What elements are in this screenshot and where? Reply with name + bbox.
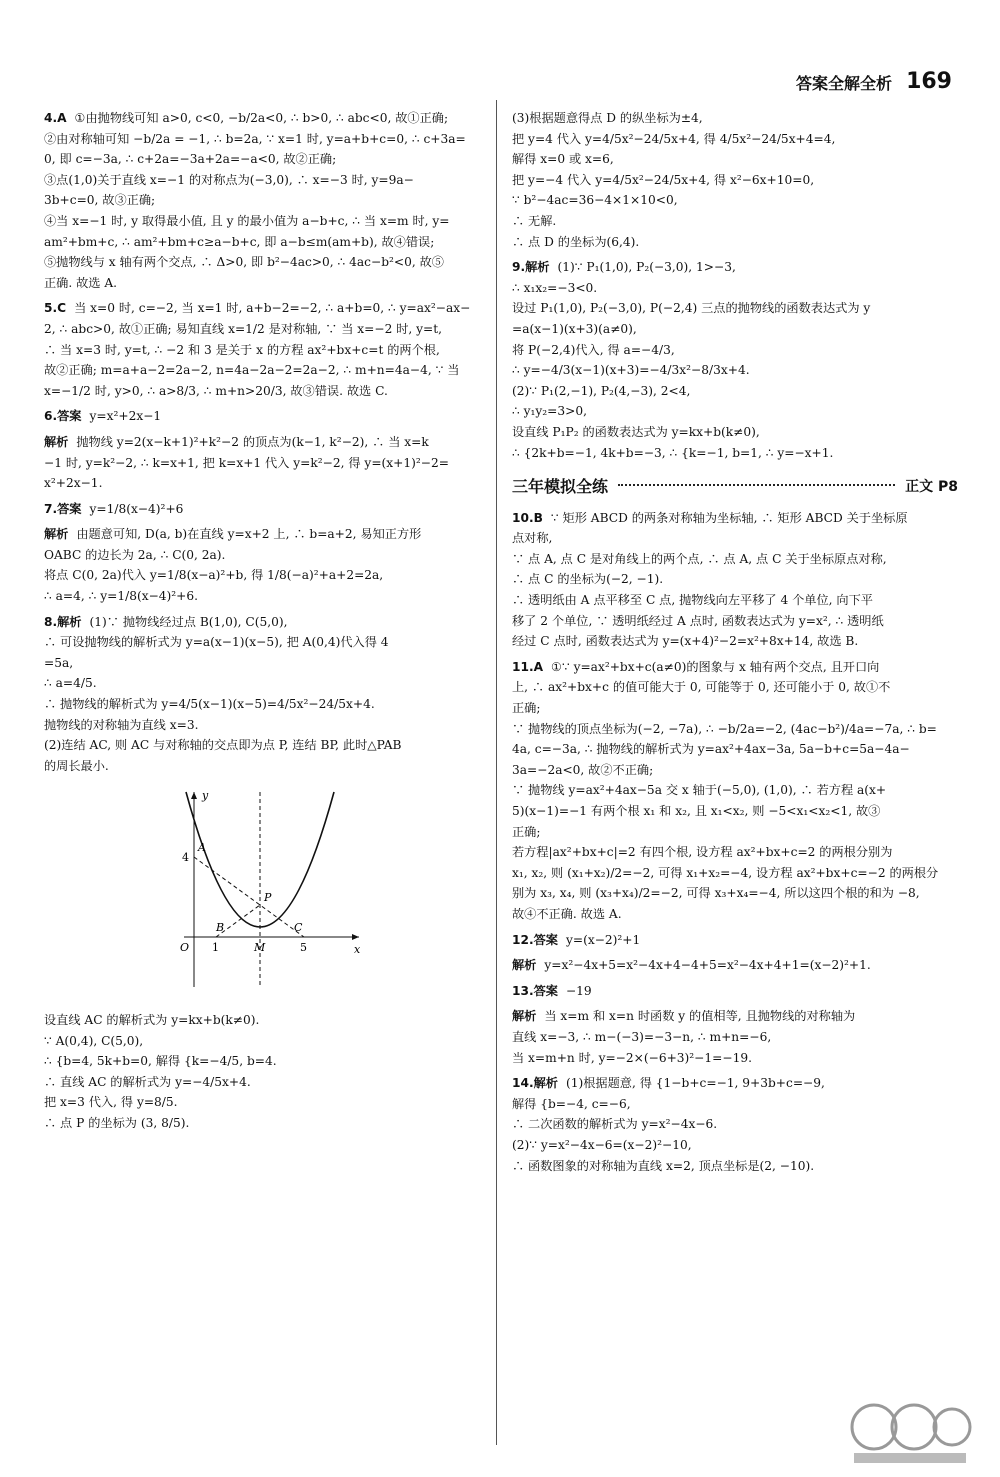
line-text: ⑤抛物线与 x 轴有两个交点, ∴ Δ>0, 即 b²−4ac>0, ∴ 4ac−b²<0, 故⑤: [44, 255, 444, 270]
line-text: ∴ {b=4, 5k+b=0, 解得 {k=−4/5, b=4.: [44, 1054, 277, 1069]
point-p-label: P: [264, 891, 272, 905]
line-text: 由题意可知, D(a, b)在直线 y=x+2 上, ∴ b=a+2, 易知正方形: [76, 527, 422, 542]
solution-line: [512, 443, 958, 464]
line-text: ∴ a=4, ∴ y=1/8(x−4)²+6.: [44, 589, 199, 604]
solution-line: [44, 406, 484, 427]
line-text: ∴ 抛物线的解析式为 y=4/5(x−1)(x−5)=4/5x²−24/5x+4.: [44, 697, 375, 712]
left-column: [44, 108, 484, 1139]
line-text: 把 x=3 代入, 得 y=8/5.: [44, 1095, 178, 1110]
solution-line: [512, 190, 958, 211]
line-text: ∴ 当 x=3 时, y=t, ∴ −2 和 3 是关于 x 的方程 ax²+bx+c=t 的两个根,: [44, 342, 440, 357]
solution-item: [512, 108, 958, 252]
tick-5: 5: [300, 941, 307, 955]
solution-line: [44, 273, 484, 294]
line-text: x²+2x−1.: [44, 476, 103, 491]
segment-ac: [194, 857, 304, 937]
right-column: [512, 108, 958, 1181]
line-text: ∴ y=−4/3(x−1)(x+3)=−4/3x²−8/3x+4.: [512, 363, 750, 378]
line-text: (1)∵ 抛物线经过点 B(1,0), C(5,0),: [89, 614, 288, 629]
x-axis-arrow: [352, 934, 359, 940]
solution-line: [512, 719, 958, 740]
solution-line: [512, 549, 958, 570]
item-label: 9.解析: [512, 260, 550, 275]
item-label: 解析: [44, 434, 69, 449]
tick-1: 1: [212, 941, 219, 955]
solution-line: [512, 1048, 958, 1069]
solution-line: [512, 904, 958, 925]
line-text: 点对称,: [512, 531, 553, 546]
item-label: 14.解析: [512, 1076, 558, 1091]
solution-line: [44, 1051, 484, 1072]
solution-line: [512, 698, 958, 719]
solution-line: [44, 108, 484, 129]
line-text: 解得 x=0 或 x=6,: [512, 152, 614, 167]
line-text: 4a, c=−3a, ∴ 抛物线的解析式为 y=ax²+4ax−3a, 5a−b+c=5a−4a−: [512, 742, 910, 757]
line-text: ∵ b²−4ac=36−4×1×10<0,: [512, 193, 678, 208]
solution-line: [44, 340, 484, 361]
line-text: 移了 2 个单位, ∵ 透明纸经过 A 点时, 函数表达式为 y=x², ∴ 透明纸: [512, 613, 884, 628]
line-text: 5)(x−1)=−1 有两个根 x₁ 和 x₂, 且 x₁<x₂, 则 −5<x₁<x₂<1, 故③: [512, 804, 881, 818]
solution-line: [44, 1031, 484, 1052]
section-header: [512, 477, 958, 498]
solution-line: [44, 612, 484, 633]
line-text: 正确. 故选 A.: [44, 275, 118, 290]
line-text: ③点(1,0)关于直线 x=−1 的对称点为(−3,0), ∴ x=−3 时, y=9a−: [44, 172, 414, 187]
item-label: 13.答案: [512, 983, 558, 998]
solution-line: [44, 1092, 484, 1113]
parabola-graph: [164, 787, 364, 997]
solution-line: [512, 611, 958, 632]
solution-line: [44, 499, 484, 520]
solution-line: [512, 528, 958, 549]
line-text: 正确;: [512, 701, 541, 716]
solution-line: [512, 1094, 958, 1115]
solution-line: [44, 149, 484, 170]
line-text: (2)∵ y=x²−4x−6=(x−2)²−10,: [512, 1137, 692, 1152]
solution-item: [512, 657, 958, 925]
solution-line: [512, 1027, 958, 1048]
item-label: 解析: [512, 1009, 537, 1024]
line-text: ①∵ y=ax²+bx+c(a≠0)的图象与 x 轴有两个交点, 且开口向: [551, 659, 880, 674]
point-m-label: M: [254, 941, 266, 955]
line-text: ∴ 直线 AC 的解析式为 y=−4/5x+4.: [44, 1074, 251, 1089]
origin-label: O: [180, 941, 190, 955]
item-label: 8.解析: [44, 614, 82, 629]
solution-line: [44, 381, 484, 402]
line-text: ∵ 点 A, 点 C 是对角线上的两个点, ∴ 点 A, 点 C 关于坐标原点对称,: [512, 551, 887, 566]
line-text: 当 x=0 时, c=−2, 当 x=1 时, a+b−2=−2, ∴ a+b=0, ∴ y=ax²−ax−: [74, 301, 471, 316]
line-text: ∵ 矩形 ABCD 的两条对称轴为坐标轴, ∴ 矩形 ABCD 关于坐标原: [550, 510, 908, 525]
solution-item: [512, 1006, 958, 1068]
solution-item: [512, 930, 958, 951]
solution-line: [512, 108, 958, 129]
page-number: 169: [906, 69, 952, 94]
solution-line: [44, 524, 484, 545]
solution-line: [512, 883, 958, 904]
line-text: 当 x=m+n 时, y=−2×(−6+3)²−1=−19.: [512, 1050, 752, 1065]
line-text: 2, ∴ abc>0, 故①正确; 易知直线 x=1/2 是对称轴, ∵ 当 x=−2 时, y=t,: [44, 321, 443, 336]
line-text: x=−1/2 时, y>0, ∴ a>8/3, ∴ m+n>20/3, 故③错误. 故选 C.: [44, 383, 388, 398]
solution-line: [512, 842, 958, 863]
line-text: (2)∵ P₁(2,−1), P₂(4,−3), 2<4,: [512, 383, 691, 398]
solution-item: [44, 108, 484, 293]
line-text: ∴ 透明纸由 A 点平移至 C 点, 抛物线向左平移了 4 个单位, 向下平: [512, 593, 873, 608]
solution-item: [512, 981, 958, 1002]
line-text: 设直线 AC 的解析式为 y=kx+b(k≠0).: [44, 1013, 260, 1027]
solution-line: [512, 657, 958, 678]
solution-item: [44, 524, 484, 606]
solution-line: [44, 319, 484, 340]
line-text: y=x²+2x−1: [89, 409, 162, 424]
item-label: 10.B: [512, 510, 543, 525]
solution-line: [512, 955, 958, 976]
solution-item: [44, 298, 484, 401]
line-text: ∴ x₁x₂=−3<0.: [512, 280, 598, 295]
solution-line: [512, 211, 958, 232]
solution-line: [512, 381, 958, 402]
line-text: 将点 C(0, 2a)代入 y=1/8(x−a)²+b, 得 1/8(−a)²+a+2=2a,: [44, 568, 384, 583]
line-text: ∴ 点 D 的坐标为(6,4).: [512, 234, 640, 249]
item-label: 4.A: [44, 111, 67, 125]
solution-line: [44, 632, 484, 653]
solution-line: [512, 801, 958, 822]
solution-line: [512, 1073, 958, 1094]
line-text: 上, ∴ ax²+bx+c 的值可能大于 0, 可能等于 0, 还可能小于 0, 故①不: [512, 680, 891, 695]
solution-line: [512, 1135, 958, 1156]
line-text: ∵ 抛物线的顶点坐标为(−2, −7a), ∴ −b/2a=−2, (4ac−b²)/4a=−7a, ∴ b=: [512, 721, 937, 736]
solution-line: [512, 677, 958, 698]
solution-line: [44, 735, 484, 756]
solution-line: [512, 981, 958, 1002]
solution-line: [512, 422, 958, 443]
solution-line: [44, 232, 484, 253]
solution-item: [512, 955, 958, 976]
line-text: =a(x−1)(x+3)(a≠0),: [512, 321, 637, 336]
line-text: ∵ A(0,4), C(5,0),: [44, 1033, 144, 1048]
line-text: 把 y=−4 代入 y=4/5x²−24/5x+4, 得 x²−6x+10=0,: [512, 172, 815, 187]
point-b-label: B: [216, 921, 225, 935]
solution-line: [512, 278, 958, 299]
item-label: 解析: [512, 958, 537, 973]
point-c-label: C: [294, 921, 303, 935]
solution-line: [44, 586, 484, 607]
solution-line: [44, 432, 484, 453]
line-text: 经过 C 点时, 函数表达式为 y=(x+4)²−2=x²+8x+14, 故选 B.: [512, 634, 859, 649]
item-label: 解析: [44, 527, 69, 542]
solution-line: [44, 653, 484, 674]
line-text: ②由对称轴可知 −b/2a = −1, ∴ b=2a, ∵ x=1 时, y=a+b+c=0, ∴ c+3a=: [44, 131, 466, 146]
solution-line: [44, 673, 484, 694]
line-text: ∴ 函数图象的对称轴为直线 x=2, 顶点坐标是(2, −10).: [512, 1158, 815, 1173]
line-text: (2)连结 AC, 则 AC 与对称轴的交点即为点 P, 连结 BP, 此时△PAB: [44, 738, 402, 753]
solution-line: [44, 252, 484, 273]
solution-line: [512, 569, 958, 590]
line-text: −1 时, y=k²−2, ∴ k=x+1, 把 k=x+1 代入 y=k²−2, 得 y=(x+1)²−2=: [44, 455, 449, 470]
line-text: ∴ 无解.: [512, 213, 557, 228]
solution-line: [512, 1006, 958, 1027]
line-text: 当 x=m 和 x=n 时函数 y 的值相等, 且抛物线的对称轴为: [544, 1009, 856, 1024]
solution-line: [512, 360, 958, 381]
solution-line: [44, 545, 484, 566]
solution-line: [44, 694, 484, 715]
line-text: am²+bm+c, ∴ am²+bm+c≥a−b+c, 即 a−b≤m(am+b), 故④错误;: [44, 234, 435, 249]
section-reference: 正文 P8: [905, 479, 958, 496]
solution-line: [512, 401, 958, 422]
line-text: (1)∵ P₁(1,0), P₂(−3,0), 1>−3,: [557, 260, 736, 275]
solution-line: [44, 473, 484, 494]
solution-line: [512, 257, 958, 278]
line-text: 抛物线 y=2(x−k+1)²+k²−2 的顶点为(k−1, k²−2), ∴ 当 x=k: [76, 434, 429, 449]
line-text: 故②正确; m=a+a−2=2a−2, n=4a−2a−2=2a−2, ∴ m+n=4a−4, ∵ 当: [44, 363, 460, 378]
line-text: y=x²−4x+5=x²−4x+4−4+5=x²−4x+4+1=(x−2)²+1.: [544, 958, 871, 973]
line-text: (1)根据题意, 得 {1−b+c=−1, 9+3b+c=−9,: [565, 1076, 825, 1091]
solution-line: [44, 170, 484, 191]
item-label: 12.答案: [512, 932, 558, 947]
line-text: OABC 的边长为 2a, ∴ C(0, 2a).: [44, 547, 226, 562]
solution-line: [44, 1113, 484, 1134]
solution-item: [512, 508, 958, 652]
solution-line: [512, 340, 958, 361]
solution-line: [512, 739, 958, 760]
line-text: ∴ 可设抛物线的解析式为 y=a(x−1)(x−5), 把 A(0,4)代入得 4: [44, 635, 389, 650]
line-text: 设直线 P₁P₂ 的函数表达式为 y=kx+b(k≠0),: [512, 424, 760, 439]
x-axis-label: x: [354, 943, 361, 957]
line-text: −19: [565, 983, 592, 998]
line-text: 设过 P₁(1,0), P₂(−3,0), P(−2,4) 三点的抛物线的函数表达式为 y: [512, 301, 871, 316]
solution-line: [44, 1072, 484, 1093]
solution-line: [512, 1114, 958, 1135]
watermark-logo: [844, 1397, 974, 1467]
item-label: 7.答案: [44, 501, 82, 516]
y-axis-arrow: [191, 792, 197, 799]
solution-item: [44, 432, 484, 494]
item-label: 11.A: [512, 659, 544, 674]
solution-item: [44, 406, 484, 427]
y-axis-label: y: [202, 789, 209, 803]
line-text: =5a,: [44, 655, 74, 670]
line-text: 3a=−2a<0, 故②不正确;: [512, 762, 654, 777]
solution-item: [44, 612, 484, 777]
solution-item: [512, 1073, 958, 1176]
solution-line: [512, 508, 958, 529]
tick-4: 4: [182, 851, 189, 865]
line-text: 故④不正确. 故选 A.: [512, 906, 622, 921]
line-text: 直线 x=−3, ∴ m−(−3)=−3−n, ∴ m+n=−6,: [512, 1029, 772, 1044]
line-text: y=1/8(x−4)²+6: [89, 501, 184, 516]
line-text: 解得 {b=−4, c=−6,: [512, 1096, 631, 1111]
solution-line: [512, 760, 958, 781]
solution-line: [512, 170, 958, 191]
solution-line: [512, 863, 958, 884]
line-text: 0, 即 c=−3a, ∴ c+2a=−3a+2a=−a<0, 故②正确;: [44, 152, 337, 167]
line-text: 3b+c=0, 故③正确;: [44, 193, 156, 208]
solution-item: [44, 499, 484, 520]
line-text: ∴ 点 P 的坐标为 (3, 8/5).: [44, 1115, 190, 1130]
solution-item: [512, 257, 958, 463]
solution-line: [512, 780, 958, 801]
line-text: x₁, x₂, 则 (x₁+x₂)/2=−2, 可得 x₁+x₂=−4, 设方程 ax²+bx+c=−2 的两根分: [512, 865, 939, 880]
line-text: 别为 x₃, x₄, 则 (x₃+x₄)/2=−2, 可得 x₃+x₄=−4, 所以这四个根的和为 −8,: [512, 886, 920, 901]
line-text: y=(x−2)²+1: [565, 932, 641, 947]
solution-line: [44, 756, 484, 777]
solution-line: [44, 298, 484, 319]
solution-line: [44, 453, 484, 474]
line-text: ∴ 二次函数的解析式为 y=x²−4x−6.: [512, 1117, 718, 1132]
solution-line: [512, 631, 958, 652]
solution-line: [44, 1010, 484, 1031]
line-text: ∴ y₁y₂=3>0,: [512, 404, 587, 419]
solution-line: [512, 930, 958, 951]
solution-line: [512, 129, 958, 150]
line-text: ④当 x=−1 时, y 取得最小值, 且 y 的最小值为 a−b+c, ∴ 当 x=m 时, y=: [44, 213, 450, 228]
line-text: (3)根据题意得点 D 的纵坐标为±4,: [512, 111, 703, 125]
solution-line: [44, 190, 484, 211]
point-a-label: A: [198, 841, 206, 855]
solution-line: [44, 565, 484, 586]
line-text: ∴ a=4/5.: [44, 676, 97, 691]
line-text: 把 y=4 代入 y=4/5x²−24/5x+4, 得 4/5x²−24/5x+4=4,: [512, 131, 836, 146]
line-text: 正确;: [512, 824, 541, 839]
section-title: 三年模拟全练: [512, 477, 609, 497]
section-dots: [618, 484, 895, 486]
line-text: ∴ {2k+b=−1, 4k+b=−3, ∴ {k=−1, b=1, ∴ y=−x+1.: [512, 445, 834, 460]
solution-line: [44, 715, 484, 736]
solution-line: [512, 822, 958, 843]
line-text: 将 P(−2,4)代入, 得 a=−4/3,: [512, 342, 675, 357]
item-label: 6.答案: [44, 409, 82, 424]
solution-line: [512, 232, 958, 253]
solution-line: [512, 149, 958, 170]
column-divider: [496, 100, 497, 1445]
line-text: 若方程|ax²+bx+c|=2 有四个根, 设方程 ax²+bx+c=2 的两根分别为: [512, 845, 893, 860]
item-label: 5.C: [44, 301, 67, 316]
solution-line: [512, 319, 958, 340]
page-header: [796, 64, 952, 94]
solution-item: [44, 1010, 484, 1134]
solution-line: [44, 129, 484, 150]
solution-line: [44, 360, 484, 381]
line-text: ①由抛物线可知 a>0, c<0, −b/2a<0, ∴ b>0, ∴ abc<0, 故①正确;: [74, 111, 449, 125]
header-title: 答案全解全析: [796, 74, 893, 93]
line-text: ∵ 抛物线 y=ax²+4ax−5a 交 x 轴于(−5,0), (1,0), ∴ 若方程 a(x+: [512, 783, 887, 798]
line-text: 的周长最小.: [44, 758, 109, 773]
line-text: 抛物线的对称轴为直线 x=3.: [44, 717, 199, 732]
solution-line: [512, 590, 958, 611]
line-text: ∴ 点 C 的坐标为(−2, −1).: [512, 572, 664, 587]
solution-line: [512, 1156, 958, 1177]
solution-line: [512, 298, 958, 319]
solution-line: [44, 211, 484, 232]
